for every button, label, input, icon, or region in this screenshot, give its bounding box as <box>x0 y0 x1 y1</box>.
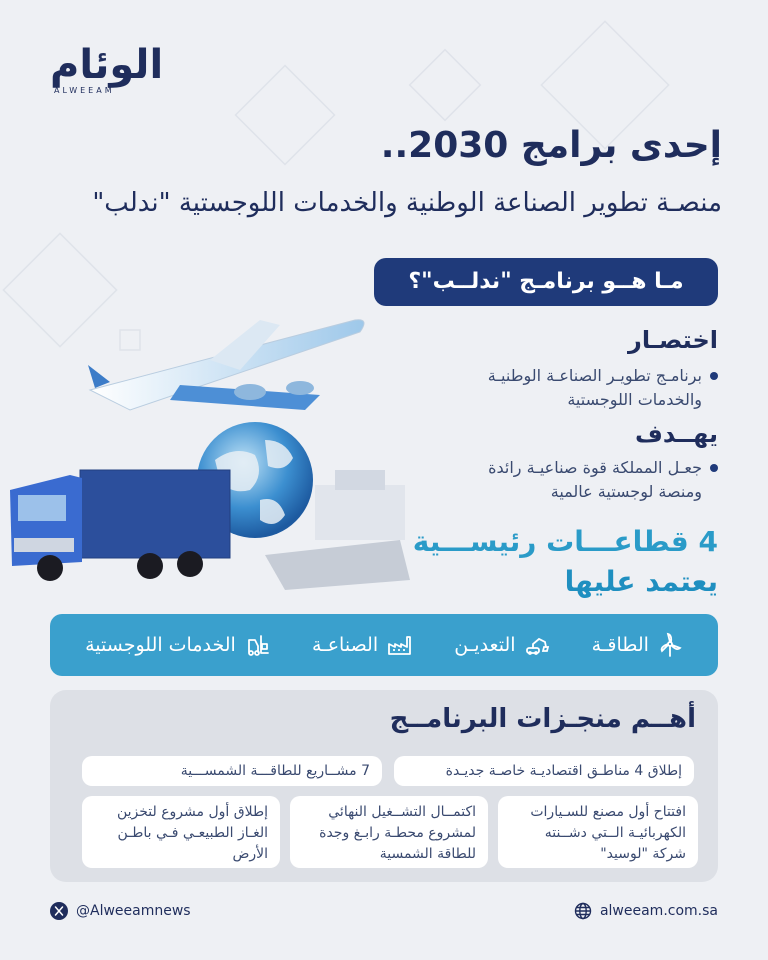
achievement-line: لمشروع محطـة رابـغ وجدة <box>319 825 476 841</box>
achievement-line: الكهربائيـة الــتي دشــنته <box>544 825 686 841</box>
achievement-line: للطاقة الشمسية <box>379 846 476 862</box>
x-twitter-icon <box>50 902 68 920</box>
sectors-title-line1: 4 قطاعـــات رئيســـية <box>412 525 718 558</box>
achievement-card: إطلاق 4 مناطـق اقتصاديـة خاصـة جديـدة <box>394 756 694 786</box>
wind-turbine-icon <box>657 632 683 658</box>
factory-icon <box>386 632 412 658</box>
achievement-card: 7 مشــاريع للطاقـــة الشمســـية <box>82 756 382 786</box>
sector-mining <box>454 632 549 658</box>
sectors-title-line2: يعتمد عليها <box>564 565 718 598</box>
abbreviation-bullet <box>398 364 718 412</box>
globe-web-icon <box>574 902 592 920</box>
logo-english: ALWEEAM <box>54 86 115 95</box>
website-link[interactable] <box>574 902 718 920</box>
sector-mining-label: التعديـن <box>454 634 516 656</box>
achievement-line: الغـاز الطبيعـي فـي باطـن <box>117 825 268 841</box>
twitter-handle: @Alweeamnews <box>76 903 191 919</box>
truck-icon <box>10 470 230 581</box>
logo-arabic: الوئام <box>50 42 164 88</box>
achievement-line: افتتاح أول مصنع للسـيارات <box>530 804 686 820</box>
sector-energy <box>592 632 683 658</box>
achievement-line: الأرض <box>232 846 268 862</box>
sector-logistics <box>85 632 270 658</box>
achievement-line: شركة "لوسيد" <box>600 846 686 862</box>
logistics-illustration <box>0 300 420 600</box>
goal-line2: ومنصة لوجستية عالمية <box>550 482 702 501</box>
goal-bullet <box>398 456 718 504</box>
achievement-card <box>290 796 488 868</box>
mining-excavator-icon <box>524 632 550 658</box>
website-url: alweeam.com.sa <box>599 903 718 919</box>
airplane-icon <box>88 320 364 410</box>
achievement-line: إطلاق أول مشروع لتخزين <box>116 804 268 820</box>
twitter-link[interactable] <box>50 902 191 920</box>
abbreviation-line2: والخدمات اللوجستية <box>567 390 702 409</box>
achievement-card <box>82 796 280 868</box>
page-subtitle: منصـة تطوير الصناعة الوطنية والخدمات اللوجستية "ندلب" <box>92 188 722 218</box>
achievement-line: اكتمــال التشــغيل النهائي <box>328 804 476 820</box>
sector-industry-label: الصناعـة <box>311 634 379 656</box>
goal-line1: جعـل المملكة قوة صناعيـة رائدة <box>488 458 702 477</box>
sector-industry <box>312 632 412 658</box>
abbreviation-line1: برنامـج تطويـر الصناعـة الوطنيـة <box>487 366 702 385</box>
question-pill: مـا هــو برنامـج "ندلــب"؟ <box>374 258 718 306</box>
logo[interactable] <box>50 44 200 104</box>
page-title: إحدى برامج 2030.. <box>380 125 722 166</box>
forklift-icon <box>244 632 270 658</box>
goal-heading: يهــدف <box>634 420 718 448</box>
sector-energy-label: الطاقـة <box>591 634 649 656</box>
abbreviation-heading: اختصـار <box>628 326 718 354</box>
sector-logistics-label: الخدمات اللوجستية <box>85 634 236 656</box>
sectors-title <box>413 522 718 602</box>
sectors-bar <box>50 614 718 676</box>
achievements-title: أهــم منجـزات البرنامــج <box>389 704 696 734</box>
achievement-card <box>498 796 698 868</box>
